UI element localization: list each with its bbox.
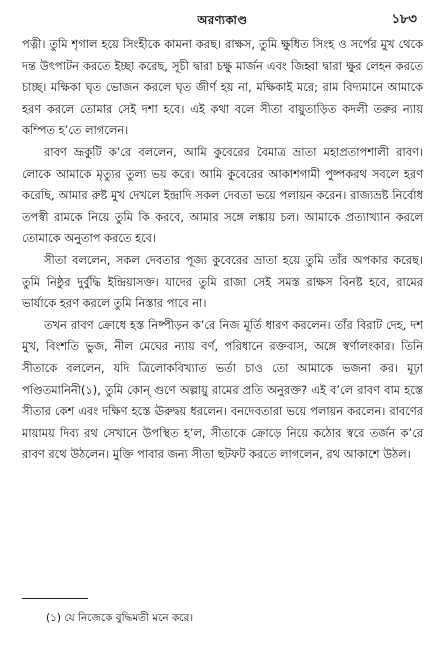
body-text xyxy=(22,34,423,466)
paragraph: পত্নী। তুমি শৃগাল হয়ে সিংহীকে কামনা করছ। রাক্ষস, তুমি ক্ষুধিত সিংহ ও সর্পের মুখ থেকে দন্ত উৎপাটন করতে ইচ্ছা করেছ, সূচী দ্বারা চক্ষু মার্জন এবং জিহ্বা দ্বারা ক্ষুর লেহন করতে চাচ্ছ। মক্ষিকা ঘৃত ভোজন করলে ঘৃত জীর্ণ হয় না, মক্ষিকাই মরে; রাম বিদ্যমানে আমাকে হরণ করলে তোমার সেই দশা হবে। এই কথা বলে সীতা বায়ুতাড়িত কদলী তরুর ন্যায় কম্পিত হ’তে লাগলেন। xyxy=(22,37,423,138)
page-number: ১৮৩ xyxy=(391,12,417,27)
paragraph: সীতা বললেন, সকল দেবতার পূজ্য কুবেরের ভ্রাতা হয়ে তুমি তাঁর অপকার করেছ। তুমি নিষ্ঠুর দুর্বুদ্ধি ইন্দ্রিয়াসক্ত। যাদের তুমি রাজা সেই সমস্ত রাক্ষস বিনষ্ট হবে, রামের ভার্যাকে হরণ করলে তুমি নিস্তার পাবে না। xyxy=(22,252,423,311)
paragraph: রাবণ ভ্রূকুটি ক’রে বললেন, আমি কুবেরের বৈমাত্র ভ্রাতা মহাপ্রতাপশালী রাবণ। লোকে আমাকে মৃত্যুর তুল্য ভয় করে। আমি কুবেরের আকাশগামী পুষ্পকরথ সবলে হরণ করেছি, আমার রুষ্ট মুখ দেখলে ইন্দ্রাদি সকল দেবতা ভয়ে পলায়ন করেন। রাজ্যভ্রষ্ট নির্বোধ তপস্বী রামকে নিয়ে তুমি কি করবে, আমার সঙ্গে লঙ্কায় চল। আমাকে প্রত্যাখ্যান করলে তোমাকে অনুতাপ করতে হবে। xyxy=(22,144,423,246)
paragraph: তখন রাবণ ক্রোধে হস্ত নিষ্পীড়ন ক’রে নিজ মূর্তি ধারণ করলেন। তাঁর বিরাট দেহ, দশ মুখ, বিংশতি ভুজ, নীল মেঘের ন্যায় বর্ণ, পরিধানে রক্তবাস, অঙ্গে স্বর্ণালংকার। তিনি সীতাকে বললেন, যদি ত্রিলোকবিখ্যাত ভর্তা চাও তো আমাকে ভজনা কর। মূঢ়া পণ্ডিতমানিনী(১), তুমি কোন্ গুণে অল্পায়ু রামের প্রতি অনুরক্ত? এই ব’লে রাবণ বাম হস্তে সীতার কেশ এবং দক্ষিণ হস্তে ঊরুদ্বয় ধরলেন। বনদেবতারা ভয়ে পলায়ন করলেন। রাবণের মায়াময় দিব্য রথ সেখানে উপস্থিত হ’ল, সীতাকে ক্রোড়ে নিয়ে কঠোর স্বরে তর্জন ক’রে রাবণ রথে উঠলেন। মুক্তি পাবার জন্য সীতা ছটফট করতে লাগলেন, রথ আকাশে উঠল। xyxy=(22,317,423,462)
page-header xyxy=(22,8,423,30)
footnote: (১) যে নিজেকে বুদ্ধিমতী মনে করে। xyxy=(46,612,194,624)
running-title: অরণ্যকাণ্ড xyxy=(197,13,248,27)
footnote-divider xyxy=(22,598,88,599)
